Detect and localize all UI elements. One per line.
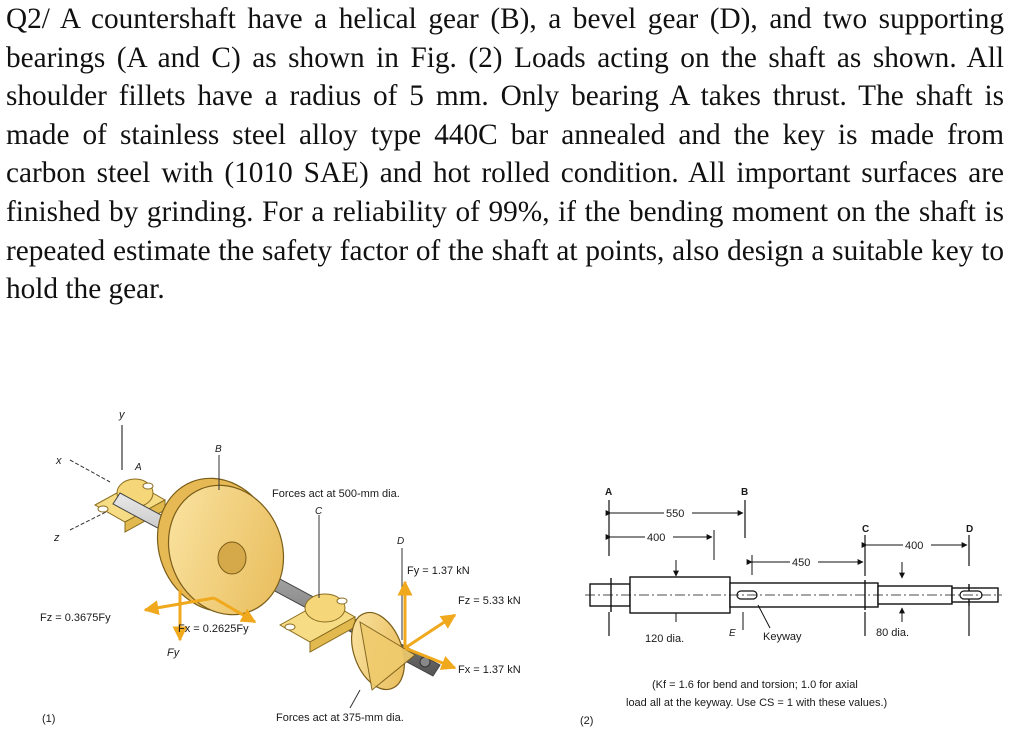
figures xyxy=(0,400,1009,731)
figure-2-number: (2) xyxy=(580,715,594,727)
point-d-label-fig1: D xyxy=(397,536,405,547)
point-b-label-fig1: B xyxy=(215,444,222,455)
dia-120-label: 120 dia. xyxy=(645,633,685,645)
fx-label-gear-b: Fx = 0.2625Fy xyxy=(178,623,249,635)
point-a-label-fig1: A xyxy=(135,462,142,473)
figure-1-isometric xyxy=(40,409,521,725)
axis-y-label: y xyxy=(119,409,125,421)
forces-bottom-label: Forces act at 375-mm dia. xyxy=(276,712,404,724)
x-axis-line xyxy=(70,460,110,482)
note-line-2: load all at the keyway. Use CS = 1 with these values.) xyxy=(626,697,888,709)
note-line-1: (Kf = 1.6 for bend and torsion; 1.0 for axial xyxy=(652,679,858,691)
dim-550-label: 550 xyxy=(666,508,685,520)
fz-arrow-gear-d xyxy=(405,615,455,648)
keyway-leader xyxy=(758,605,770,628)
axis-x-label: x xyxy=(56,455,62,467)
point-c-label-fig2: C xyxy=(862,524,870,535)
dia-80-label: 80 dia. xyxy=(876,627,910,639)
z-axis-line xyxy=(70,510,110,530)
fy-label-gear-d: Fy = 1.37 kN xyxy=(407,565,470,577)
point-a-label-fig2: A xyxy=(605,487,613,498)
fy-label-gear-b: Fy xyxy=(167,647,180,659)
dim-400-left-label: 400 xyxy=(647,532,666,544)
fx-label-gear-d: Fx = 1.37 kN xyxy=(458,664,521,676)
fz-label-gear-d: Fz = 5.33 kN xyxy=(458,595,521,607)
point-d-label-fig2: D xyxy=(966,524,974,535)
point-c-label-fig1: C xyxy=(315,506,323,517)
fz-label-gear-b: Fz = 0.3675Fy xyxy=(40,612,111,624)
point-e-label: E xyxy=(729,628,736,639)
point-b-label-fig2: B xyxy=(741,487,749,498)
figure-1-number: (1) xyxy=(42,713,56,725)
dim-450-label: 450 xyxy=(792,557,811,569)
axis-z-label: z xyxy=(54,532,60,544)
dim-400-right-label: 400 xyxy=(905,540,924,552)
forces-top-label: Forces act at 500-mm dia. xyxy=(272,488,400,500)
figure-2-shaft-drawing xyxy=(580,487,1002,727)
problem-statement: Q2/ A countershaft have a helical gear (B), a bevel gear (D), and two supporting bearings (A and C) as shown in Fig. (2) Loads acting on the shaft as shown. All shoulder fillets have a radius of 5 mm. Only bearing A takes thrust. The shaft is made of stainless steel alloy type 440C bar annealed and the key is made from carbon steel with (1010 SAE) and hot rolled condition. All important surfaces are finished by grinding. For a reliability of 99%, if the bending moment on the shaft is repeated estimate the safety factor of the shaft at points, also design a suitable key to hold the gear. xyxy=(6,3,1004,306)
bearing-c xyxy=(280,594,355,652)
keyway-label: Keyway xyxy=(763,631,802,643)
forces-bottom-leader xyxy=(350,690,360,708)
